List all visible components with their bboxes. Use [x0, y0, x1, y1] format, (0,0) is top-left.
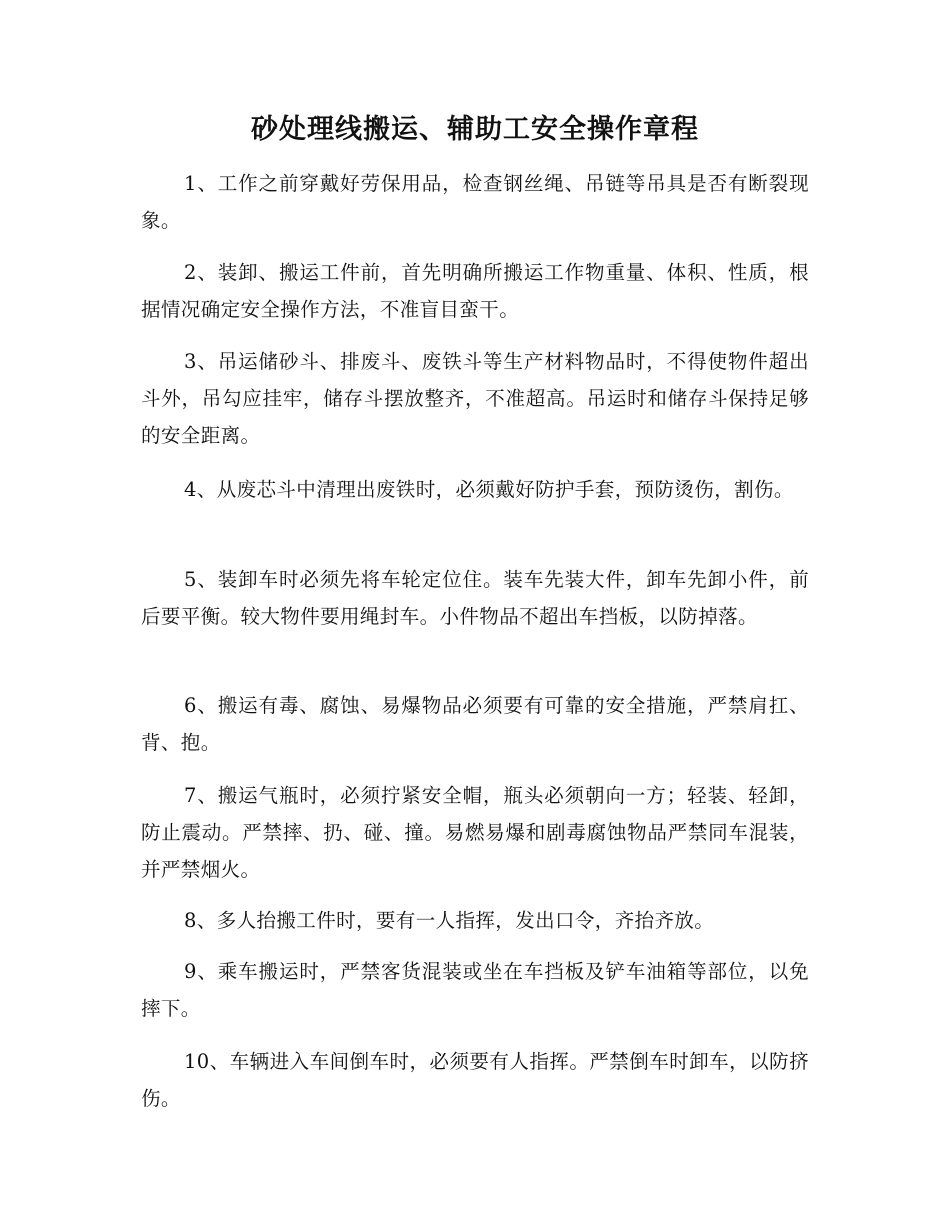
document-title: 砂处理线搬运、辅助工安全操作章程	[251, 114, 699, 145]
clause-3: 3、吊运储砂斗、排废斗、废铁斗等生产材料物品时，不得使物件超出斗外，吊勾应挂牢，储存斗摆放整齐，不准超高。吊运时和储存斗保持足够的安全距离。	[141, 350, 809, 447]
clause-9: 9、乘车搬运时，严禁客货混装或坐在车挡板及铲车油箱等部位，以免摔下。	[141, 960, 809, 1020]
clause-2: 2、装卸、搬运工件前，首先明确所搬运工作物重量、体积、性质，根据情况确定安全操作方法，不准盲目蛮干。	[141, 261, 809, 321]
clause-5: 5、装卸车时必须先将车轮定位住。装车先装大件，卸车先卸小件，前后要平衡。较大物件要用绳封车。小件物品不超出车挡板，以防掉落。	[141, 568, 809, 628]
clause-10: 10、车辆进入车间倒车时，必须要有人指挥。严禁倒车时卸车，以防挤伤。	[141, 1050, 809, 1110]
clause-1: 1、工作之前穿戴好劳保用品，检查钢丝绳、吊链等吊具是否有断裂现象。	[141, 172, 809, 232]
clause-8: 8、多人抬搬工件时，要有一人指挥，发出口令，齐抬齐放。	[184, 909, 715, 932]
clause-6: 6、搬运有毒、腐蚀、易爆物品必须要有可靠的安全措施，严禁肩扛、背、抱。	[141, 694, 809, 754]
clause-4: 4、从废芯斗中清理出废铁时，必须戴好防护手套，预防烫伤，割伤。	[184, 478, 794, 501]
clause-7: 7、搬运气瓶时，必须拧紧安全帽，瓶头必须朝向一方；轻装、轻卸，防止震动。严禁摔、扔、碰、撞。易燃易爆和剧毒腐蚀物品严禁同车混装，并严禁烟火。	[141, 784, 809, 881]
